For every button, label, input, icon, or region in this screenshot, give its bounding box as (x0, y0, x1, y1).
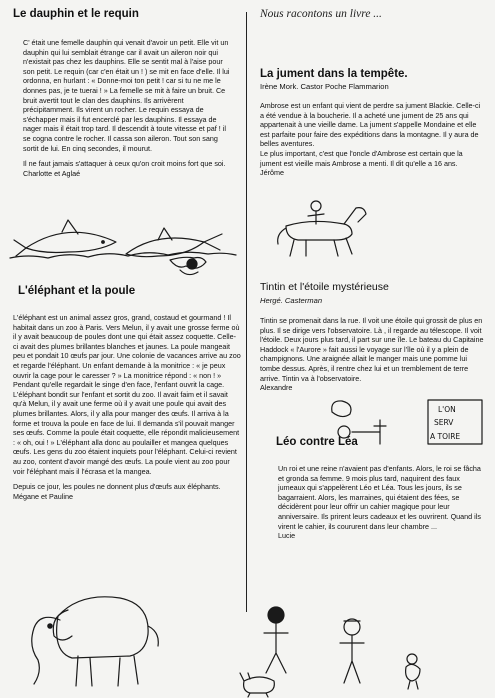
author: Alexandre (260, 383, 293, 393)
author: Lucie (278, 531, 296, 541)
paragraph: L'éléphant est un animal assez gros, grand, costaud et gourmand ! Il habitait dans un zoo à Paris. Vers Melun, il y avait une grosse ferme où il y avait beaucoup de poules dont une qui était assez coquette. Celle-ci avait des plumes brillantes blanches et jaunes. La poule mangeait peu et pondait 10 œufs par jour. Une colonie de vacances arrive au zoo et regarde l'éléphant. Un enfant demande à la monitrice : « je peux ouvrir la cage pour le caresser ? » La monitrice répond : « non ! » Pendant qu'elle regardait le singe d'en face, l'enfant ouvrit la cage. L'éléphant bondit sur l'enfant et sortit du zoo. Il avait faim et il savait qu'à Melun, il y avait une ferme où il y avait une poule qui avait des plumes brillantes. Alors, il y alla pour manger des œufs. Il arriva à la forme et trouva la poule en face de lui. Il demanda s'il pouvait manger ses œufs. Comme la poule était coquette, elle répondit malicieusement : « oh, oui ! » L'éléphant alla donc au poulailler et mangea quelques œufs. Les gens du zoo étaient inquiets pour l'éléphant. Celui-ci revient au zoo, content d'avoir mangé des œufs. La poule vient au zoo pour voir l'éléphant mais il l'écrasa et la mangea. (13, 313, 241, 476)
article-body-dauphin (23, 38, 233, 178)
children-drawing (236, 603, 436, 697)
article-byline-jument: Irène Mork. Castor Poche Flammarion (260, 82, 389, 91)
sign-line: SERV (434, 418, 454, 427)
article-title-dauphin: Le dauphin et le requin (13, 8, 139, 20)
author: Charlotte et Aglaé (23, 168, 81, 178)
paragraph: Il ne faut jamais s'attaquer à ceux qu'on croit moins fort que soi. (23, 159, 226, 169)
paragraph: Un roi et une reine n'avaient pas d'enfants. Alors, le roi se fâcha et gronda sa femme. 9 mois plus tard, naquirent des faux jumeaux qui s'appelèrent Léo et Léa. Tous les jours, ils se bagarraient. Alors, les marraines, qui étaient des fées, se décidèrent pour leur offrir un cahier magique pour leur anniversaire. Ils prirent leurs cadeaux et les ouvrirent. Quand ils virent le cahier, ils coururent dans leur chambre ... (278, 464, 481, 531)
article-byline-tintin: Hergé. Casterman (260, 296, 323, 305)
paragraph: C' était une femelle dauphin qui venait d'avoir un petit. Elle vit un dauphin qui lui semblait étrange car il avait un aileron noir qui n'existait pas chez les dauphins. Elle se sentit mal à l'aise pour son petit. Le requin (car c'en était un ! ) se mit en face d'elle. Il lui ordonna, en hurlant : « Donne-moi ton petit ! car si tu ne me le donnes pas, je te tuerai ! » La femelle se mit à faire un bruit. Ce bruit avertit tout le clan des dauphins. Ils arrivèrent précipitamment. Ils virent un rocher. Le requin essaya de s'échapper mais il fut encerclé par les dauphins. Il essaya de nager mais il était trop tard. Il descendit à toute vitesse et paf ! il se cogna contre le rocher. Il cassa son aileron. Tout son sang sortit de lui. En cinq secondes, il mourut. (23, 38, 230, 153)
article-title-leo: Léo contre Léa (276, 436, 358, 448)
article-body-jument (260, 101, 485, 178)
paragraph: Ambrose est un enfant qui vient de perdre sa jument Blackie. Celle-ci a été vendue à la boucherie. Il a acheté une jument de 25 ans qui appartenait à une vieille dame. La jument s'appelle Mondaine et elle est parfaite pour faire des expéditions dans la montagne. Il y aura de belles aventures. (260, 101, 481, 149)
article-body-leo (278, 464, 488, 541)
dolphins-and-shark-drawing (8, 212, 238, 287)
author: Mégane et Pauline (13, 491, 73, 501)
article-body-tintin (260, 316, 488, 393)
article-title-tintin: Tintin et l'étoile mystérieuse (260, 281, 389, 293)
elephant-drawing (20, 586, 170, 691)
paragraph: Tintin se promenait dans la rue. Il voit une étoile qui grossit de plus en plus. Il se dirige vers l'observatoire. Là , il regarde au télescope. Il voit l'étoile. Deux jours plus tard, il part sur une île. Le bateau du Capitaine Haddock « l'Aurore » fait aussi le voyage sur l'île où il y a plein de champignons. Une araignée allait le manger mais une pomme lui tombe dessus. Après, il rentre chez lui et un tremblement de terre arrive. Tintin va à l'observatoire. (260, 316, 484, 383)
paragraph: Le plus important, c'est que l'oncle d'Ambrose est certain que la jument est vieille mais Ambrose a menti. Il dit qu'elle a 16 ans. (260, 148, 463, 168)
paragraph: Depuis ce jour, les poules ne donnent plus d'œufs aux éléphants. (13, 482, 221, 492)
sign-line: L'ON (438, 405, 456, 414)
article-body-elephant (13, 313, 241, 501)
horse-and-rider-drawing (272, 200, 372, 260)
article-title-jument: La jument dans la tempête. (260, 68, 408, 80)
column-divider (246, 12, 247, 612)
article-title-elephant: L'éléphant et la poule (18, 285, 136, 297)
author: Jérôme (260, 168, 284, 178)
sign-line: A TOIRE (430, 432, 461, 441)
section-header: Nous racontons un livre ... (260, 8, 382, 20)
